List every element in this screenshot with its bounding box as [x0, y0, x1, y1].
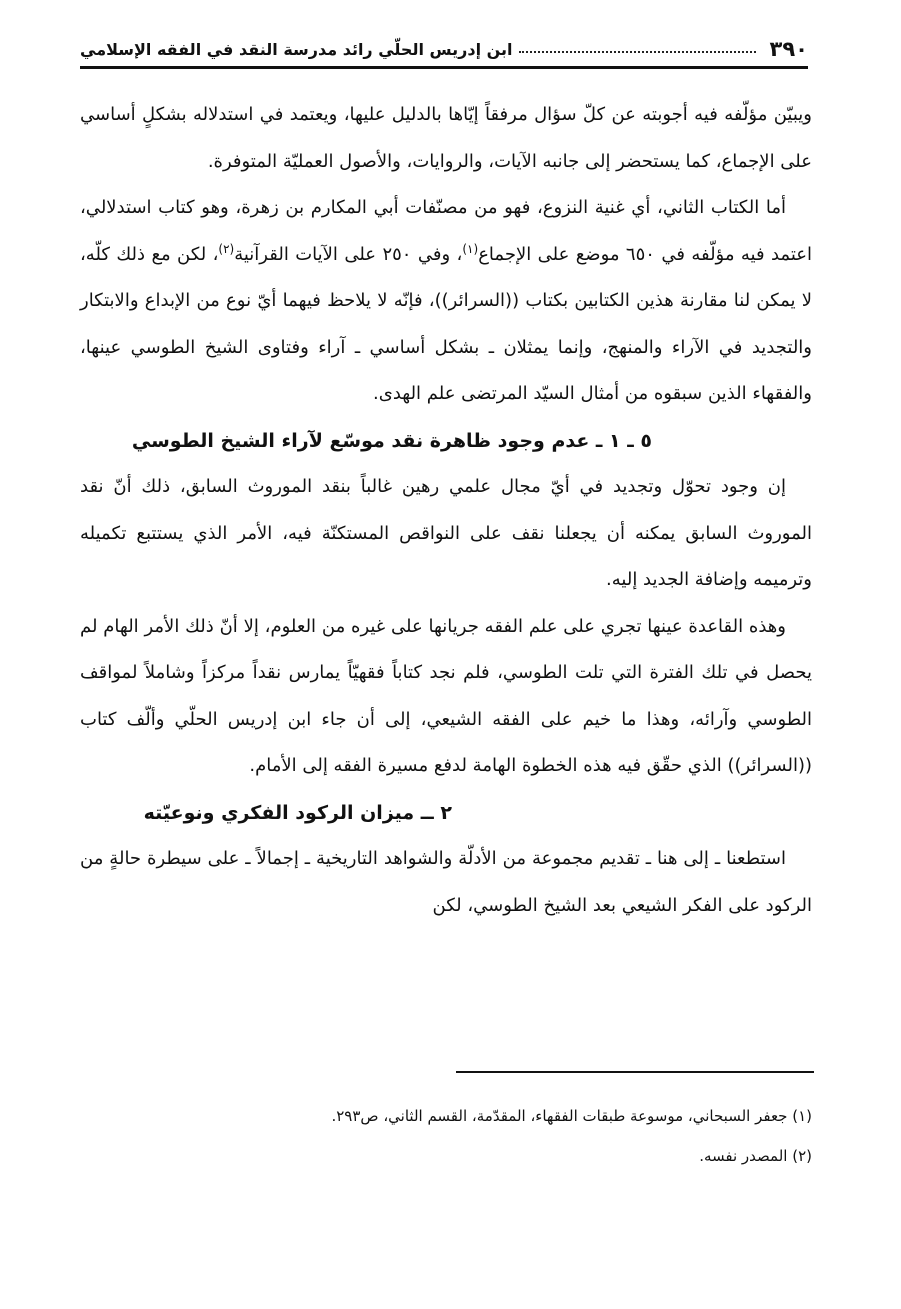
page-number: ٣٩٠ — [769, 37, 808, 61]
footnotes — [80, 1096, 812, 1176]
main-text — [80, 92, 812, 929]
section-heading-2: ٢ ــ ميزان الركود الفكري ونوعيّته — [143, 801, 452, 824]
paragraph-2-part-a: أما الكتاب الثاني، أي غنية النزوع، فهو من مصنّفات أبي المكارم بن زهرة، وهو كتاب استدلالي، اعتمد فيه مؤلّفه في ٦٥٠ موضع على الإجماع — [80, 197, 812, 265]
footnote-ref-1[interactable]: (١) — [462, 241, 479, 256]
running-title: ابن إدريس الحلّي رائد مدرسة النقد في الفقه الإسلامي — [80, 39, 513, 59]
running-header — [80, 34, 808, 64]
header-rule — [80, 66, 808, 69]
paragraph-2 — [80, 185, 812, 418]
footnote-ref-2[interactable]: (٢) — [218, 241, 235, 256]
paragraph-2-part-c: ، لكن مع ذلك كلّه، لا يمكن لنا مقارنة هذين الكتابين بكتاب ((السرائر))، فإنّه لا يلاحظ فيهما أيّ نوع من الإبداع والابتكار والتجديد في الآراء والمنهج، وإنما يمثلان ـ بشكل أساسي ـ آراء وفتاوى الشيخ الطوسي عينها، والفقهاء الذين سبقوه من أمثال السيّد المرتضى علم الهدى. — [80, 243, 812, 404]
section-heading-5-1: ٥ ـ ١ ـ عدم وجود ظاهرة نقد موسّع لآراء الشيخ الطوسي — [131, 429, 652, 452]
footnote-1: (١) جعفر السبحاني، موسوعة طبقات الفقهاء، المقدّمة، القسم الثاني، ص٢٩٣. — [331, 1107, 812, 1125]
header-dot-leader — [519, 51, 756, 53]
footnote-2: (٢) المصدر نفسه. — [699, 1147, 812, 1165]
paragraph-2-part-b: ، وفي ٢٥٠ على الآيات القرآنية — [234, 243, 463, 265]
paragraph-4: وهذه القاعدة عينها تجري على علم الفقه جريانها على غيره من العلوم، إلا أنّ ذلك الأمر الهام لم يحصل في تلك الفترة التي تلت الطوسي، فلم نجد كتاباً فقهيّاً يمارس نقداً مركزاً وشاملاً لمواقف الطوسي وآرائه، وهذا ما خيم على الفقه الشيعي، إلى أن جاء ابن إدريس الحلّي وألّف كتاب ((السرائر)) الذي حقّق فيه هذه الخطوة الهامة لدفع مسيرة الفقه إلى الأمام. — [80, 615, 812, 776]
paragraph-5: استطعنا ـ إلى هنا ـ تقديم مجموعة من الأدلّة والشواهد التاريخية ـ إجمالاً ـ على سيطرة حالةٍ من الركود على الفكر الشيعي بعد الشيخ الطوسي، لكن — [80, 848, 812, 916]
paragraph-1: ويبيّن مؤلّفه فيه أجوبته عن كلّ سؤال مرفقاً إيّاها بالدليل عليها، ويعتمد في استدلاله بشكلٍ أساسي على الإجماع، كما يستحضر إلى جانبه الآيات، والروايات، والأصول العمليّة المتوفرة. — [80, 104, 812, 172]
paragraph-3: إن وجود تحوّل وتجديد في أيّ مجال علمي رهين غالباً بنقد الموروث السابق، ذلك أنّ نقد الموروث السابق يمكنه أن يجعلنا نقف على النواقص المستكنّة فيه، الأمر الذي يستتبع تكميله وترميمه وإضافة الجديد إليه. — [80, 476, 812, 590]
footnote-separator — [456, 1071, 814, 1073]
